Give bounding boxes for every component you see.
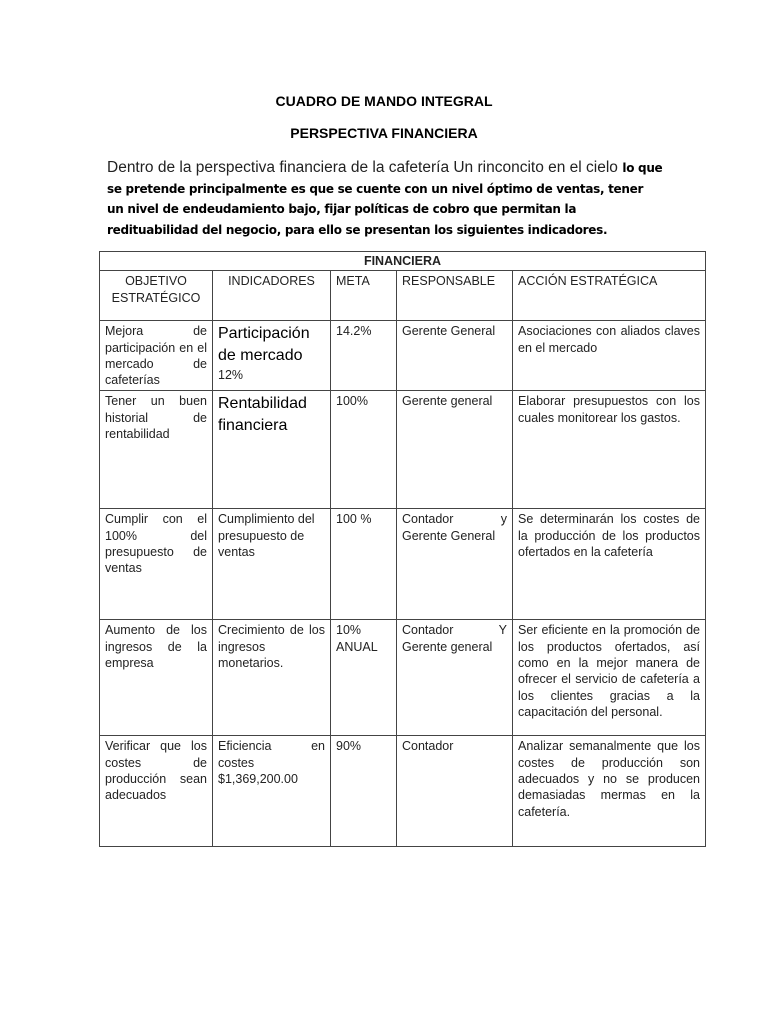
indicador-label: Eficiencia en costes — [218, 739, 325, 770]
cell-objetivo: Cumplir con el 100% del presupuesto de ventas — [100, 509, 213, 620]
cell-indicador: Cumplimiento del presupuesto de ventas — [213, 509, 331, 620]
cell-meta: 90% — [331, 736, 397, 847]
column-header: RESPONSABLE — [397, 271, 513, 321]
cell-indicador — [213, 736, 331, 847]
table-row — [100, 321, 706, 391]
cell-meta: 14.2% — [331, 321, 397, 391]
cell-indicador: Crecimiento de los ingresos monetarios. — [213, 620, 331, 736]
indicador-label: Participación de mercado — [218, 325, 310, 365]
column-header: ACCIÓN ESTRATÉGICA — [513, 271, 706, 321]
table-row — [100, 509, 706, 620]
column-header: INDICADORES — [213, 271, 331, 321]
cell-indicador — [213, 321, 331, 391]
cell-accion: Analizar semanalmente que los costes de producción son adecuados y no se producen demasiadas mermas en la cafetería. — [513, 736, 706, 847]
cell-indicador — [213, 391, 331, 509]
cell-meta: 10% ANUAL — [331, 620, 397, 736]
column-header: OBJETIVO ESTRATÉGICO — [100, 271, 213, 321]
intro-lead-text: Dentro de la perspectiva financiera de la cafetería Un rinconcito en el cielo — [107, 159, 618, 176]
cell-accion: Se determinarán los costes de la producción de los productos ofertados en la cafetería — [513, 509, 706, 620]
cell-objetivo: Verificar que los costes de producción sean adecuados — [100, 736, 213, 847]
section-subtitle: PERSPECTIVA FINANCIERA — [290, 125, 478, 141]
cell-objetivo: Tener un buen historial de rentabilidad — [100, 391, 213, 509]
indicador-extra: 12% — [218, 368, 244, 383]
table-row — [100, 620, 706, 736]
cell-objetivo: Mejora de participación en el mercado de cafeterías — [100, 321, 213, 391]
cell-accion: Elaborar presupuestos con los cuales monitorear los gastos. — [513, 391, 706, 509]
table-header-row — [100, 271, 706, 321]
cell-responsable: Contador Y Gerente general — [397, 620, 513, 736]
table-heading-row — [100, 252, 706, 271]
cell-accion: Asociaciones con aliados claves en el mercado — [513, 321, 706, 391]
intro-bold-text: lo que se pretende principalmente es que se cuente con un nivel óptimo de ventas, tener un nivel de endeudamiento bajo, fijar políticas de cobro que permitan la redituabilidad del negocio, para ello se presentan los siguientes indicadores. — [107, 161, 663, 237]
cell-accion: Ser eficiente en la promoción de los productos ofertados, así como en la mejor manera de ofrecer el servicio de cafetería a los clientes gracias a la capacitación del personal. — [513, 620, 706, 736]
page-title: CUADRO DE MANDO INTEGRAL — [275, 93, 493, 109]
intro-paragraph — [107, 158, 663, 240]
indicador-label: Rentabilidad financiera — [218, 395, 307, 435]
cell-meta: 100% — [331, 391, 397, 509]
cell-responsable: Contador y Gerente General — [397, 509, 513, 620]
cell-responsable: Contador — [397, 736, 513, 847]
table-row — [100, 736, 706, 847]
indicador-extra: $1,369,200.00 — [218, 772, 298, 787]
indicators-table — [99, 251, 706, 847]
cell-objetivo: Aumento de los ingresos de la empresa — [100, 620, 213, 736]
cell-responsable: Gerente general — [397, 391, 513, 509]
table-heading: FINANCIERA — [100, 252, 706, 271]
column-header: META — [331, 271, 397, 321]
cell-meta: 100 % — [331, 509, 397, 620]
table-row — [100, 391, 706, 509]
cell-responsable: Gerente General — [397, 321, 513, 391]
